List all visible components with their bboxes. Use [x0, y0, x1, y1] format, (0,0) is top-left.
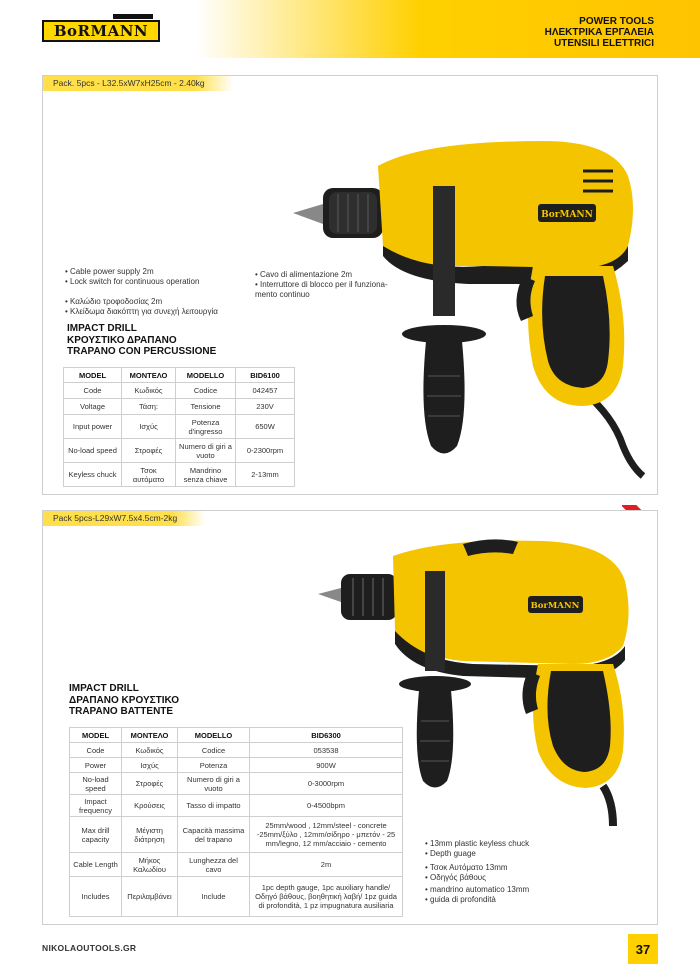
- cell: Potenza: [178, 758, 250, 773]
- cell: Τσοκ αυτόματο: [122, 463, 176, 487]
- cell: Ισχύς: [122, 415, 176, 439]
- feature-item: • guida di profondità: [425, 895, 575, 905]
- cell: Στροφές: [122, 773, 178, 795]
- features-en: [65, 267, 255, 287]
- footer-website: NIKOLAOUTOOLS.GR: [42, 943, 137, 953]
- cell: Power: [70, 758, 122, 773]
- cell: 042457: [236, 383, 295, 399]
- cell: No-load speed: [64, 439, 122, 463]
- category-line-it: UTENSILI ELETTRICI: [554, 38, 654, 49]
- cell: 230V: [236, 399, 295, 415]
- cell: Max drill capacity: [70, 817, 122, 853]
- product-panel-bid6300: [42, 510, 658, 925]
- table-row: [64, 463, 295, 487]
- feature-item: • mandrino automatico 13mm: [425, 885, 575, 895]
- cell: Tensione: [176, 399, 236, 415]
- cell: Voltage: [64, 399, 122, 415]
- cell: Code: [70, 743, 122, 758]
- cell: Potenza d'ingresso: [176, 415, 236, 439]
- cell: Input power: [64, 415, 122, 439]
- header-cell: ΜΟΝΤΕΛΟ: [122, 728, 178, 743]
- cell: 900W: [250, 758, 403, 773]
- header-cell: BID6300: [250, 728, 403, 743]
- cell: Capacità massima del trapano: [178, 817, 250, 853]
- product-panel-bid6100: [42, 75, 658, 495]
- cell: 650W: [236, 415, 295, 439]
- header-cell: ΜΟΝΤΕΛΟ: [122, 368, 176, 383]
- cell: Code: [64, 383, 122, 399]
- table-header-row: [64, 368, 295, 383]
- cell: 053538: [250, 743, 403, 758]
- cell: Numero di giri a vuoto: [178, 773, 250, 795]
- feature-item: • 13mm plastic keyless chuck: [425, 839, 575, 849]
- tool-brand-label: BorMANN: [541, 210, 593, 220]
- cell: 1pc depth gauge, 1pc auxiliary handle/ Οδηγό βάθους, βοηθητική λαβή/ 1pz guida di profondità, 1 pz impugnatura ausiliaria: [250, 877, 403, 917]
- cell: Μέγιστη διάτρηση: [122, 817, 178, 853]
- product-title: [67, 323, 216, 358]
- header-cell: MODEL: [70, 728, 122, 743]
- cell: Κρούσεις: [122, 795, 178, 817]
- title-en: IMPACT DRILL: [67, 323, 137, 334]
- tool-brand-label: BorMANN: [530, 601, 580, 611]
- cell: Περιλαμβάνει: [122, 877, 178, 917]
- table-row: [64, 439, 295, 463]
- cell: 2m: [250, 853, 403, 877]
- cell: 0-3000rpm: [250, 773, 403, 795]
- table-row: [70, 877, 403, 917]
- impact-drill-bid6300-image: [313, 536, 643, 836]
- product-title: [69, 683, 179, 718]
- cell: Μήκος Καλωδίου: [122, 853, 178, 877]
- features-gr: [425, 863, 575, 883]
- table-row: [64, 415, 295, 439]
- cell: Κωδικός: [122, 743, 178, 758]
- cell: Includes: [70, 877, 122, 917]
- page-number: 37: [628, 934, 658, 964]
- pack-info: Pack 5pcs-L29xW7.5x4.5cm-2kg: [43, 511, 205, 526]
- cell: Codice: [176, 383, 236, 399]
- cell: 2-13mm: [236, 463, 295, 487]
- cell: Cable Length: [70, 853, 122, 877]
- feature-item: • Οδηγός βάθους: [425, 873, 575, 883]
- header-cell: MODEL: [64, 368, 122, 383]
- features-en: [425, 839, 575, 859]
- cell: Codice: [178, 743, 250, 758]
- title-gr: ΚΡΟΥΣΤΙΚΟ ΔΡΑΠΑΝΟ: [67, 334, 177, 346]
- cell: 0-2300rpm: [236, 439, 295, 463]
- cell: Impact frequency: [70, 795, 122, 817]
- header-cell: MODELLO: [176, 368, 236, 383]
- table-row: [64, 399, 295, 415]
- cell: 0-4500bpm: [250, 795, 403, 817]
- feature-item: • Τσοκ Αυτόματο 13mm: [425, 863, 575, 873]
- features-gr: [65, 297, 265, 317]
- title-it: TRAPANO BATTENTE: [69, 706, 174, 717]
- title-en: IMPACT DRILL: [69, 683, 139, 694]
- feature-item: • Interruttore di blocco per il funziona- mento continuo: [255, 280, 390, 300]
- feature-item: • Καλώδιο τροφοδοσίας 2m: [65, 297, 265, 307]
- feature-item: • Cable power supply 2m: [65, 267, 255, 277]
- title-it: TRAPANO CON PERCUSSIONE: [67, 346, 217, 357]
- cell: Tasso di impatto: [178, 795, 250, 817]
- cell: Τάση:: [122, 399, 176, 415]
- feature-item: • Depth guage: [425, 849, 575, 859]
- logo-flag-decoration: [113, 14, 153, 19]
- cell: 25mm/wood , 12mm/steel - concrete -25mm/ξύλο , 12mm/σίδηρο - μπετόν - 25 mm/legno, 12 mm/acciaio - cemento: [250, 817, 403, 853]
- category-line-en: POWER TOOLS: [579, 16, 654, 27]
- pack-info: Pack. 5pcs - L32.5xW7xH25cm - 2.40kg: [43, 76, 233, 91]
- title-gr: ΔΡΑΠΑΝΟ ΚΡΟΥΣΤΙΚΟ: [69, 694, 180, 706]
- feature-item: • Cavo di alimentazione 2m: [255, 270, 390, 280]
- cell: Κωδικός: [122, 383, 176, 399]
- category-line-gr: ΗΛΕΚΤΡΙΚΑ ΕΡΓΑΛΕΙΑ: [544, 27, 654, 38]
- cell: Include: [178, 877, 250, 917]
- spec-table: [63, 367, 295, 487]
- cell: Numero di giri a vuoto: [176, 439, 236, 463]
- cell: Στροφές: [122, 439, 176, 463]
- cell: Ισχύς: [122, 758, 178, 773]
- cell: Keyless chuck: [64, 463, 122, 487]
- category-heading: [545, 16, 654, 49]
- header-cell: MODELLO: [178, 728, 250, 743]
- table-row: [70, 853, 403, 877]
- table-row: [64, 383, 295, 399]
- impact-drill-bid6100-image: [283, 116, 653, 496]
- feature-item: • Κλείδωμα διακόπτη για συνεχή λειτουργία: [65, 307, 265, 317]
- features-it: [425, 885, 575, 905]
- header-cell: BID6100: [236, 368, 295, 383]
- cell: No-load speed: [70, 773, 122, 795]
- brand-logo: BoRMANN: [42, 20, 160, 42]
- cell: Mandrino senza chiave: [176, 463, 236, 487]
- cell: Lunghezza del cavo: [178, 853, 250, 877]
- feature-item: • Lock switch for continuous operation: [65, 277, 255, 287]
